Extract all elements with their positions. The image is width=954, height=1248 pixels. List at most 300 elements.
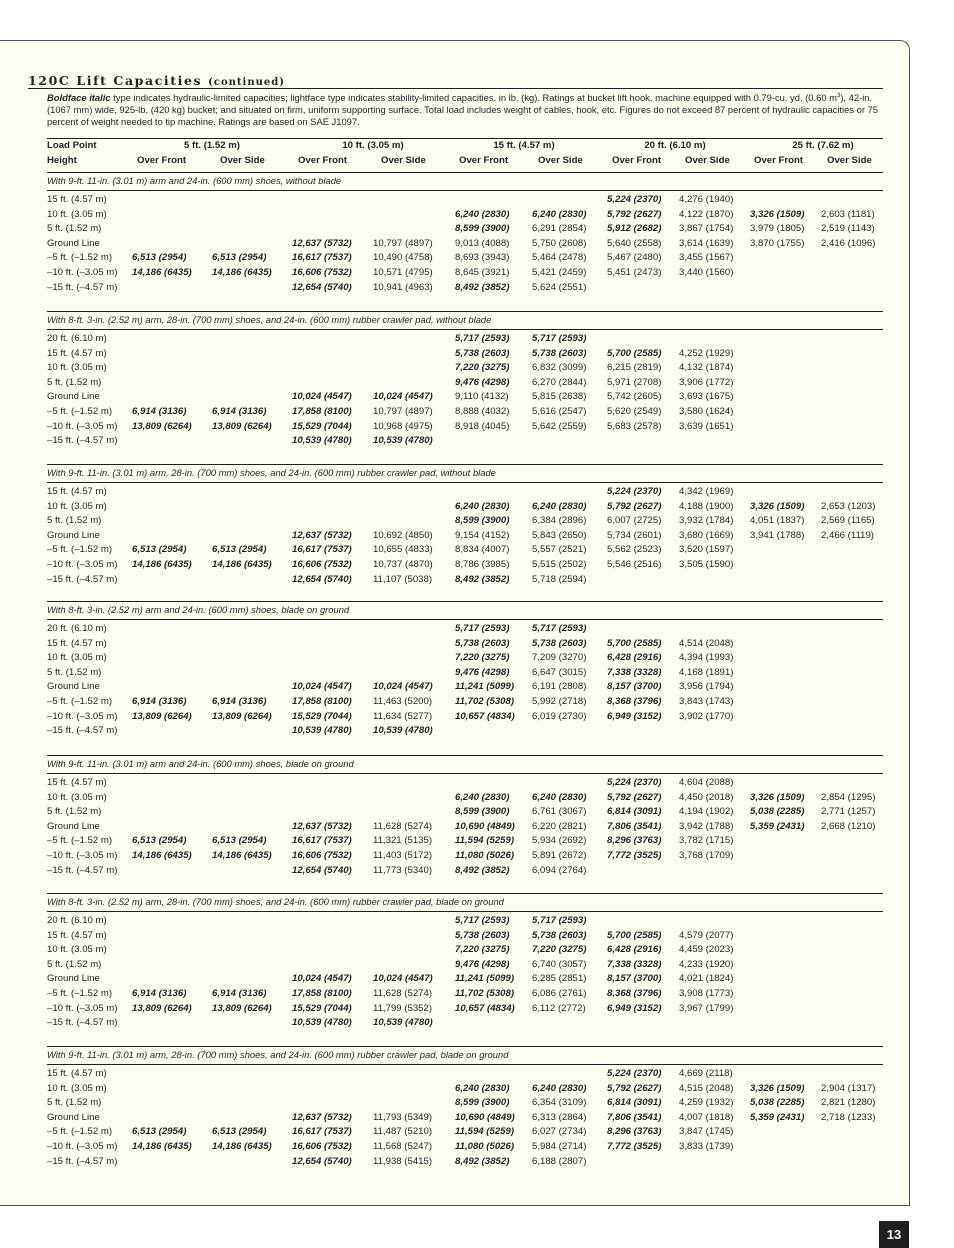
cell-twentyfive-side: 2,416 (1096) xyxy=(821,237,876,249)
cell-twenty-front: 5,546 (2516) xyxy=(607,559,662,570)
cell-five-side: 13,809 (6264) xyxy=(212,710,272,722)
cell-fifteen-front: 8,645 (3921) xyxy=(455,267,510,278)
cell-twenty-front: 5,971 (2708) xyxy=(607,376,662,388)
cell-height: –15 ft. (–4.57 m) xyxy=(47,281,118,293)
cell-twentyfive-front: 3,979 (1805) xyxy=(750,223,805,235)
cell-fifteen-front: 11,702 (5308) xyxy=(455,988,515,999)
cell-fifteen-side: 6,112 (2772) xyxy=(532,1002,586,1014)
section-title-rule xyxy=(47,329,883,330)
table-row xyxy=(47,209,883,224)
cell-twenty-front: 8,296 (3763) xyxy=(607,835,662,847)
cell-twenty-side: 4,122 (1870) xyxy=(679,208,734,220)
table-row xyxy=(47,623,883,638)
table-row xyxy=(47,238,883,253)
cell-fifteen-front: 6,240 (2830) xyxy=(455,500,510,512)
page-title-suffix: (continued) xyxy=(208,77,285,88)
cell-ten-front: 16,617 (7537) xyxy=(292,252,352,264)
table-row xyxy=(47,667,883,682)
cell-twenty-side: 3,782 (1715) xyxy=(679,835,734,847)
cell-height: 10 ft. (3.05 m) xyxy=(47,362,107,374)
table-row xyxy=(47,333,883,348)
cell-ten-front: 12,654 (5740) xyxy=(292,573,352,585)
cell-twentyfive-front: 5,038 (2285) xyxy=(750,806,805,818)
cell-ten-front: 12,637 (5732) xyxy=(292,1111,352,1123)
cell-twenty-side: 3,505 (1590) xyxy=(679,559,734,570)
cell-ten-side: 10,490 (4758) xyxy=(373,252,433,264)
cell-fifteen-side: 5,815 (2638) xyxy=(532,391,587,403)
cell-twentyfive-side: 2,466 (1119) xyxy=(821,529,874,541)
section-top-rule xyxy=(47,755,883,756)
cell-ten-side: 11,773 (5340) xyxy=(373,864,433,876)
table-row xyxy=(47,681,883,696)
cell-ten-front: 10,024 (4547) xyxy=(292,973,352,985)
cell-height: Ground Line xyxy=(47,820,100,832)
table-row xyxy=(47,574,883,589)
cell-ten-front: 17,858 (8100) xyxy=(292,696,352,707)
cell-five-front: 14,186 (6435) xyxy=(132,850,192,861)
table-row xyxy=(47,391,883,406)
table-row xyxy=(47,806,883,821)
cell-fifteen-side: 6,285 (2851) xyxy=(532,973,587,985)
cell-height: 5 ft. (1.52 m) xyxy=(47,376,102,388)
cell-fifteen-front: 8,599 (3900) xyxy=(455,1097,510,1109)
cell-twenty-side: 3,455 (1567) xyxy=(679,252,734,264)
cell-five-front: 14,186 (6435) xyxy=(132,1141,192,1152)
cell-ten-front: 12,637 (5732) xyxy=(292,529,352,541)
table-row xyxy=(47,194,883,209)
cell-height: –10 ft. (–3.05 m) xyxy=(47,267,118,278)
table-row xyxy=(47,282,883,297)
table-row xyxy=(47,1112,883,1127)
cell-fifteen-front: 10,690 (4849) xyxy=(455,1111,515,1123)
cell-ten-front: 10,539 (4780) xyxy=(292,725,352,737)
capacity-note xyxy=(47,92,883,129)
cell-height: 15 ft. (4.57 m) xyxy=(47,347,107,359)
section-top-rule xyxy=(47,172,883,173)
cell-twenty-front: 5,224 (2370) xyxy=(607,777,662,788)
cell-fifteen-side: 5,992 (2718) xyxy=(532,696,587,707)
cell-fifteen-front: 5,717 (2593) xyxy=(455,623,510,634)
cell-fifteen-front: 8,492 (3852) xyxy=(455,1155,510,1167)
cell-twentyfive-front: 3,941 (1788) xyxy=(750,529,805,541)
cell-twenty-side: 3,867 (1754) xyxy=(679,223,734,235)
note-superscript: 3 xyxy=(836,93,841,99)
cell-ten-side: 11,568 (5247) xyxy=(373,1141,433,1152)
table-row xyxy=(47,1017,883,1032)
cell-height: 10 ft. (3.05 m) xyxy=(47,208,107,220)
cell-fifteen-side: 5,464 (2478) xyxy=(532,252,587,264)
cell-height: –5 ft. (–1.52 m) xyxy=(47,1126,113,1138)
section-top-rule xyxy=(47,1046,883,1047)
table-row xyxy=(47,486,883,501)
header-over-side: Over Side xyxy=(381,155,426,166)
cell-twenty-side: 3,614 (1639) xyxy=(679,237,734,249)
cell-fifteen-front: 9,476 (4298) xyxy=(455,666,510,678)
section-top-rule xyxy=(47,311,883,312)
section-title: With 8-ft. 3-in. (2.52 m) arm, 28-in. (700 mm) shoes, and 24-in. (600 mm) rubber crawler pad, without blade xyxy=(47,314,492,325)
cell-twenty-front: 7,338 (3328) xyxy=(607,666,662,678)
table-row xyxy=(47,988,883,1003)
cell-height: –5 ft. (–1.52 m) xyxy=(47,835,113,847)
cell-fifteen-side: 5,718 (2594) xyxy=(532,573,587,585)
cell-twenty-front: 5,451 (2473) xyxy=(607,267,662,278)
cell-fifteen-front: 8,492 (3852) xyxy=(455,864,510,876)
cell-twentyfive-side: 2,569 (1165) xyxy=(821,515,875,527)
cell-height: –10 ft. (–3.05 m) xyxy=(47,850,118,861)
header-over-side: Over Side xyxy=(685,155,730,166)
table-row xyxy=(47,696,883,711)
cell-twenty-side: 4,132 (1874) xyxy=(679,362,734,374)
table-row xyxy=(47,252,883,267)
cell-height: 15 ft. (4.57 m) xyxy=(47,929,107,941)
cell-ten-front: 16,617 (7537) xyxy=(292,544,352,556)
cell-fifteen-side: 6,240 (2830) xyxy=(532,791,587,803)
table-row xyxy=(47,1003,883,1018)
cell-fifteen-front: 6,240 (2830) xyxy=(455,1082,510,1094)
cell-fifteen-side: 5,843 (2650) xyxy=(532,529,587,541)
cell-twentyfive-front: 5,359 (2431) xyxy=(750,820,805,832)
cell-twenty-front: 5,742 (2605) xyxy=(607,391,662,403)
cell-twentyfive-front: 5,038 (2285) xyxy=(750,1097,805,1109)
cell-ten-side: 10,024 (4547) xyxy=(373,973,433,985)
table-row xyxy=(47,530,883,545)
cell-ten-side: 11,107 (5038) xyxy=(373,573,433,585)
cell-ten-side: 10,539 (4780) xyxy=(373,725,433,737)
note-bold-prefix: Boldface italic xyxy=(47,92,111,103)
cell-ten-front: 17,858 (8100) xyxy=(292,406,352,417)
section-title-rule xyxy=(47,190,883,191)
table-row xyxy=(47,1156,883,1171)
cell-twenty-side: 3,967 (1799) xyxy=(679,1002,734,1014)
cell-twentyfive-front: 3,326 (1509) xyxy=(750,208,805,220)
cell-twenty-front: 7,338 (3328) xyxy=(607,958,662,970)
table-row xyxy=(47,835,883,850)
cell-five-side: 6,914 (3136) xyxy=(212,406,267,417)
table-row xyxy=(47,944,883,959)
section-title: With 9-ft. 11-in. (3.01 m) arm, 28-in. (700 mm) shoes, and 24-in. (600 mm) rubber crawler pad, blade on ground xyxy=(47,1049,509,1060)
section-title: With 9-ft. 11-in. (3.01 m) arm and 24-in. (600 mm) shoes, blade on ground xyxy=(47,758,354,769)
cell-twenty-side: 3,693 (1675) xyxy=(679,391,734,403)
cell-height: –15 ft. (–4.57 m) xyxy=(47,1017,118,1029)
cell-five-side: 6,513 (2954) xyxy=(212,252,267,264)
cell-fifteen-side: 6,647 (3015) xyxy=(532,666,587,678)
cell-twenty-front: 6,949 (3152) xyxy=(607,710,662,722)
cell-twenty-side: 4,450 (2018) xyxy=(679,791,734,803)
cell-height: 5 ft. (1.52 m) xyxy=(47,666,102,678)
cell-twenty-side: 4,342 (1969) xyxy=(679,486,734,497)
cell-ten-side: 10,539 (4780) xyxy=(373,435,433,447)
cell-twenty-side: 4,021 (1824) xyxy=(679,973,734,985)
cell-twenty-side: 4,459 (2023) xyxy=(679,944,734,956)
cell-height: 15 ft. (4.57 m) xyxy=(47,486,107,497)
cell-ten-side: 11,628 (5274) xyxy=(373,820,433,832)
cell-twenty-front: 7,806 (3541) xyxy=(607,1111,662,1123)
cell-ten-front: 10,024 (4547) xyxy=(292,681,352,693)
cell-fifteen-front: 9,013 (4088) xyxy=(455,237,510,249)
section-title: With 9-ft. 11-in. (3.01 m) arm and 24-in. (600 mm) shoes, without blade xyxy=(47,175,342,186)
table-row xyxy=(47,223,883,238)
section-title-rule xyxy=(47,1064,883,1065)
cell-fifteen-front: 11,241 (5099) xyxy=(455,681,515,693)
cell-fifteen-front: 10,657 (4834) xyxy=(455,710,515,722)
table-row xyxy=(47,267,883,282)
cell-height: 20 ft. (6.10 m) xyxy=(47,333,107,344)
cell-ten-side: 10,692 (4850) xyxy=(373,529,433,541)
cell-twenty-front: 5,620 (2549) xyxy=(607,406,662,417)
cell-ten-side: 11,628 (5274) xyxy=(373,988,433,999)
section-top-rule xyxy=(47,601,883,602)
cell-fifteen-side: 5,934 (2692) xyxy=(532,835,587,847)
cell-fifteen-front: 6,240 (2830) xyxy=(455,208,510,220)
cell-five-front: 6,914 (3136) xyxy=(132,696,187,707)
cell-twenty-front: 7,806 (3541) xyxy=(607,820,662,832)
table-row xyxy=(47,777,883,792)
table-row xyxy=(47,821,883,836)
section-top-rule xyxy=(47,893,883,894)
cell-ten-side: 11,938 (5415) xyxy=(373,1155,433,1167)
table-row xyxy=(47,559,883,574)
cell-five-front: 6,914 (3136) xyxy=(132,988,187,999)
cell-fifteen-front: 8,888 (4032) xyxy=(455,406,510,417)
cell-fifteen-front: 5,717 (2593) xyxy=(455,915,510,926)
cell-fifteen-side: 6,270 (2844) xyxy=(532,376,587,388)
cell-twenty-side: 3,440 (1560) xyxy=(679,267,734,278)
cell-fifteen-front: 8,599 (3900) xyxy=(455,223,510,235)
cell-twentyfive-side: 2,821 (1280) xyxy=(821,1097,876,1109)
cell-five-side: 14,186 (6435) xyxy=(212,267,272,278)
table-row xyxy=(47,501,883,516)
cell-twenty-side: 4,233 (1920) xyxy=(679,958,734,970)
cell-ten-side: 11,463 (5200) xyxy=(373,696,433,707)
cell-ten-front: 16,606 (7532) xyxy=(292,1141,352,1152)
cell-fifteen-side: 5,717 (2593) xyxy=(532,333,587,344)
cell-five-side: 13,809 (6264) xyxy=(212,1002,272,1014)
table-row xyxy=(47,421,883,436)
header-radius-15ft: 15 ft. (4.57 m) xyxy=(493,140,555,151)
cell-fifteen-front: 11,080 (5026) xyxy=(455,850,515,861)
cell-ten-side: 10,941 (4963) xyxy=(373,281,433,293)
cell-height: 15 ft. (4.57 m) xyxy=(47,777,107,788)
header-radius-20ft: 20 ft. (6.10 m) xyxy=(644,140,706,151)
cell-twenty-front: 6,814 (3091) xyxy=(607,806,662,818)
cell-fifteen-side: 5,984 (2714) xyxy=(532,1141,587,1152)
cell-twenty-side: 3,847 (1745) xyxy=(679,1126,734,1138)
page-title xyxy=(28,73,285,88)
table-row xyxy=(47,711,883,726)
cell-ten-side: 10,797 (4897) xyxy=(373,406,433,417)
cell-fifteen-front: 8,918 (4045) xyxy=(455,420,510,432)
cell-twenty-front: 6,215 (2819) xyxy=(607,362,662,374)
cell-fifteen-side: 5,738 (2603) xyxy=(532,347,587,359)
cell-height: 20 ft. (6.10 m) xyxy=(47,915,107,926)
cell-twenty-side: 4,579 (2077) xyxy=(679,929,734,941)
section-title-rule xyxy=(47,482,883,483)
cell-twenty-side: 3,902 (1770) xyxy=(679,710,734,722)
cell-ten-front: 15,529 (7044) xyxy=(292,710,352,722)
header-over-front: Over Front xyxy=(612,155,662,166)
cell-twenty-front: 5,792 (2627) xyxy=(607,500,662,512)
cell-height: –15 ft. (–4.57 m) xyxy=(47,573,118,585)
header-radius-10ft: 10 ft. (3.05 m) xyxy=(342,140,404,151)
table-row xyxy=(47,515,883,530)
cell-twentyfive-side: 2,771 (1257) xyxy=(821,806,876,818)
cell-twenty-side: 3,908 (1773) xyxy=(679,988,734,999)
cell-fifteen-side: 7,220 (3275) xyxy=(532,944,587,956)
cell-ten-front: 10,539 (4780) xyxy=(292,1017,352,1029)
cell-height: –15 ft. (–4.57 m) xyxy=(47,725,118,737)
header-height: Height xyxy=(47,155,77,166)
cell-five-front: 14,186 (6435) xyxy=(132,559,192,570)
cell-height: 5 ft. (1.52 m) xyxy=(47,223,102,235)
cell-fifteen-front: 9,476 (4298) xyxy=(455,958,510,970)
section-title: With 9-ft. 11-in. (3.01 m) arm, 28-in. (700 mm) shoes, and 24-in. (600 mm) rubber crawler pad, without blade xyxy=(47,467,496,478)
cell-fifteen-front: 9,110 (4132) xyxy=(455,391,509,403)
cell-fifteen-side: 5,557 (2521) xyxy=(532,544,587,556)
cell-ten-side: 10,024 (4547) xyxy=(373,391,433,403)
cell-five-side: 14,186 (6435) xyxy=(212,1141,272,1152)
cell-height: 15 ft. (4.57 m) xyxy=(47,637,107,649)
cell-twenty-front: 5,467 (2480) xyxy=(607,252,662,264)
cell-fifteen-side: 6,291 (2854) xyxy=(532,223,587,235)
cell-fifteen-side: 6,220 (2821) xyxy=(532,820,587,832)
cell-twenty-front: 5,700 (2585) xyxy=(607,637,662,649)
cell-ten-front: 16,606 (7532) xyxy=(292,850,352,861)
cell-fifteen-side: 5,738 (2603) xyxy=(532,929,587,941)
cell-five-side: 13,809 (6264) xyxy=(212,420,272,432)
cell-fifteen-side: 5,738 (2603) xyxy=(532,637,587,649)
cell-five-side: 6,914 (3136) xyxy=(212,696,267,707)
cell-fifteen-side: 6,027 (2734) xyxy=(532,1126,587,1138)
table-row xyxy=(47,544,883,559)
cell-fifteen-side: 6,384 (2896) xyxy=(532,515,587,527)
cell-fifteen-side: 5,515 (2502) xyxy=(532,559,587,570)
cell-twenty-front: 5,224 (2370) xyxy=(607,194,662,205)
section-top-rule xyxy=(47,464,883,465)
cell-fifteen-side: 6,086 (2761) xyxy=(532,988,587,999)
cell-twenty-front: 5,912 (2682) xyxy=(607,223,662,235)
cell-twenty-side: 3,680 (1669) xyxy=(679,529,734,541)
cell-fifteen-side: 5,717 (2593) xyxy=(532,915,587,926)
cell-height: Ground Line xyxy=(47,681,100,693)
cell-twenty-front: 5,224 (2370) xyxy=(607,486,662,497)
cell-twentyfive-front: 3,326 (1509) xyxy=(750,500,805,512)
cell-five-side: 6,513 (2954) xyxy=(212,835,267,847)
cell-twenty-front: 6,007 (2725) xyxy=(607,515,662,527)
cell-fifteen-front: 11,080 (5026) xyxy=(455,1141,515,1152)
cell-fifteen-front: 9,476 (4298) xyxy=(455,376,510,388)
cell-five-front: 14,186 (6435) xyxy=(132,267,192,278)
table-row xyxy=(47,362,883,377)
cell-five-front: 13,809 (6264) xyxy=(132,420,192,432)
cell-five-front: 6,513 (2954) xyxy=(132,252,187,264)
cell-twenty-front: 5,640 (2558) xyxy=(607,237,662,249)
cell-height: Ground Line xyxy=(47,1111,100,1123)
cell-ten-front: 10,539 (4780) xyxy=(292,435,352,447)
page-title-text: 120C Lift Capacities xyxy=(28,73,203,88)
cell-fifteen-front: 10,657 (4834) xyxy=(455,1002,515,1014)
cell-ten-front: 15,529 (7044) xyxy=(292,420,352,432)
cell-five-side: 6,513 (2954) xyxy=(212,1126,267,1138)
cell-ten-front: 12,637 (5732) xyxy=(292,237,352,249)
cell-fifteen-front: 10,690 (4849) xyxy=(455,820,515,832)
cell-ten-front: 10,024 (4547) xyxy=(292,391,352,403)
cell-twentyfive-side: 2,603 (1181) xyxy=(821,208,875,220)
cell-ten-side: 10,571 (4795) xyxy=(373,267,433,278)
cell-fifteen-front: 8,492 (3852) xyxy=(455,281,510,293)
cell-fifteen-front: 8,599 (3900) xyxy=(455,515,510,527)
cell-twenty-side: 3,768 (1709) xyxy=(679,850,734,861)
cell-twenty-side: 4,007 (1818) xyxy=(679,1111,734,1123)
cell-twenty-side: 3,843 (1743) xyxy=(679,696,734,707)
cell-twenty-side: 4,259 (1932) xyxy=(679,1097,734,1109)
cell-height: –5 ft. (–1.52 m) xyxy=(47,696,113,707)
table-row xyxy=(47,348,883,363)
table-row xyxy=(47,1126,883,1141)
cell-fifteen-front: 9,154 (4152) xyxy=(455,529,510,541)
cell-twenty-front: 5,792 (2627) xyxy=(607,791,662,803)
cell-height: 10 ft. (3.05 m) xyxy=(47,944,107,956)
cell-twenty-side: 3,639 (1651) xyxy=(679,420,734,432)
cell-twenty-front: 5,683 (2578) xyxy=(607,420,662,432)
note-text-b: ), 42-in. (1067 mm) wide, 925-lb. (420 kg) bucket; and situated on firm, uniform supporting surface. Total load includes weight of cables, hook, etc. Figures do not exceed 87 percent of hydraulic capacities or 75 percent of weight needed to tip machine. Ratings are based on SAE J1097. xyxy=(47,92,879,128)
cell-twenty-front: 6,428 (2916) xyxy=(607,944,662,956)
cell-twenty-front: 8,368 (3796) xyxy=(607,696,662,707)
table-row xyxy=(47,915,883,930)
section-title-rule xyxy=(47,773,883,774)
cell-height: –10 ft. (–3.05 m) xyxy=(47,559,118,570)
cell-fifteen-front: 5,738 (2603) xyxy=(455,929,510,941)
cell-fifteen-front: 8,492 (3852) xyxy=(455,573,510,585)
cell-five-front: 6,513 (2954) xyxy=(132,544,187,556)
section-title: With 8-ft. 3-in. (2.52 m) arm and 24-in. (600 mm) shoes, blade on ground xyxy=(47,604,350,615)
cell-height: –10 ft. (–3.05 m) xyxy=(47,420,118,432)
cell-ten-front: 12,654 (5740) xyxy=(292,864,352,876)
cell-twenty-front: 5,792 (2627) xyxy=(607,1082,662,1094)
cell-five-side: 14,186 (6435) xyxy=(212,850,272,861)
cell-twentyfive-front: 3,870 (1755) xyxy=(750,237,805,249)
cell-height: 10 ft. (3.05 m) xyxy=(47,1082,107,1094)
cell-ten-front: 16,617 (7537) xyxy=(292,835,352,847)
cell-ten-side: 10,737 (4870) xyxy=(373,559,433,570)
table-row xyxy=(47,792,883,807)
table-row xyxy=(47,1141,883,1156)
cell-ten-side: 11,634 (5277) xyxy=(373,710,433,722)
cell-fifteen-side: 6,740 (3057) xyxy=(532,958,587,970)
header-over-front: Over Front xyxy=(137,155,187,166)
cell-fifteen-side: 6,019 (2730) xyxy=(532,710,587,722)
cell-ten-side: 11,799 (5352) xyxy=(373,1002,433,1014)
cell-ten-front: 16,606 (7532) xyxy=(292,267,352,278)
cell-twenty-front: 5,700 (2585) xyxy=(607,347,662,359)
page-panel xyxy=(0,40,910,1242)
header-over-front: Over Front xyxy=(459,155,509,166)
cell-height: –10 ft. (–3.05 m) xyxy=(47,1002,118,1014)
header-over-side: Over Side xyxy=(538,155,583,166)
header-radius-5ft: 5 ft. (1.52 m) xyxy=(184,140,240,151)
cell-twenty-front: 5,734 (2601) xyxy=(607,529,662,541)
cell-twenty-side: 4,669 (2118) xyxy=(679,1068,733,1079)
cell-twenty-side: 4,604 (2088) xyxy=(679,777,734,788)
cell-twenty-front: 8,157 (3700) xyxy=(607,681,662,693)
cell-twenty-side: 4,276 (1940) xyxy=(679,194,734,205)
cell-twenty-front: 5,224 (2370) xyxy=(607,1068,662,1079)
cell-twentyfive-front: 3,326 (1509) xyxy=(750,1082,805,1094)
cell-fifteen-front: 8,834 (4007) xyxy=(455,544,510,556)
cell-fifteen-front: 5,738 (2603) xyxy=(455,637,510,649)
cell-twentyfive-front: 5,359 (2431) xyxy=(750,1111,805,1123)
cell-height: 5 ft. (1.52 m) xyxy=(47,1097,102,1109)
cell-twenty-front: 8,296 (3763) xyxy=(607,1126,662,1138)
